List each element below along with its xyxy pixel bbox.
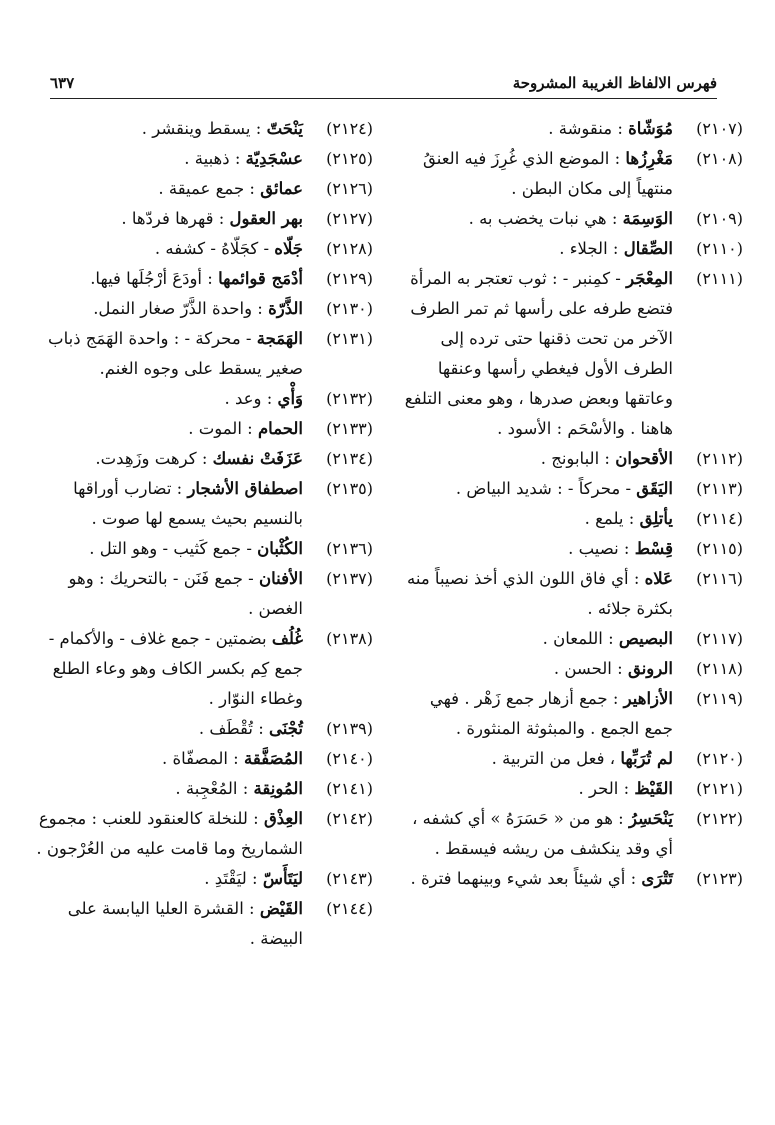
entry-definition: : يلمع . xyxy=(584,509,640,528)
entry-number: (٢١٢٧) xyxy=(326,209,373,228)
glossary-entry xyxy=(398,564,743,624)
entry-number: (٢١٤٤) xyxy=(326,899,373,918)
entry-definition: : البابونج . xyxy=(540,449,616,468)
entry-number: (٢١٣٦) xyxy=(326,539,373,558)
entry-number: (٢١١٧) xyxy=(696,629,743,648)
entry-term: الكُثْبان xyxy=(257,539,303,558)
entry-number: (٢١٢٨) xyxy=(326,239,373,258)
entry-number: (٢١٠٩) xyxy=(696,209,743,228)
entry-definition: : الحر . xyxy=(578,779,635,798)
glossary-entry xyxy=(398,804,743,864)
glossary-entry xyxy=(28,294,373,324)
page-header xyxy=(50,72,717,99)
right-column xyxy=(398,114,743,894)
entry-number: (٢١٢١) xyxy=(696,779,743,798)
entry-term: قِسْط xyxy=(634,539,673,558)
entry-definition: : جمع أزهار جمع زَهْر . فهي جمع الجمع . والمبثوثة المنثورة . xyxy=(429,689,673,738)
entry-number: (٢١٤٢) xyxy=(326,809,373,828)
entry-definition: : قهرها فردّها . xyxy=(121,209,230,228)
entry-term: بهر العقول xyxy=(229,209,303,228)
entry-number: (٢١١١) xyxy=(696,269,743,288)
entry-definition: - محركة - : واحدة الهَمَج ذباب صغير يسقط على وجوه الغنم. xyxy=(48,329,303,378)
glossary-entry xyxy=(398,684,743,744)
entry-number: (٢١٣٤) xyxy=(326,449,373,468)
glossary-entry xyxy=(398,204,743,234)
left-column xyxy=(28,114,373,954)
entry-term: عسْجَدِيّة xyxy=(245,149,303,168)
entry-term: ليَتَأَسّ xyxy=(262,869,303,888)
entry-number: (٢١٣٥) xyxy=(326,479,373,498)
glossary-entry xyxy=(28,804,373,864)
entry-number: (٢١١٥) xyxy=(696,539,743,558)
entry-term: جَلّاه xyxy=(274,239,303,258)
entry-term: يَنْحَتّ xyxy=(266,119,303,138)
glossary-entry xyxy=(28,144,373,174)
entry-definition: : وعد . xyxy=(224,389,278,408)
glossary-entry xyxy=(28,744,373,774)
entry-number: (٢١٣٧) xyxy=(326,569,373,588)
entry-term: الرونق xyxy=(627,659,673,678)
entry-definition: : واحدة الذَّرّ صغار النمل. xyxy=(93,299,269,318)
entry-definition: : نصيب . xyxy=(568,539,635,558)
glossary-entry xyxy=(28,534,373,564)
glossary-entry xyxy=(28,324,373,384)
entry-number: (٢١١٦) xyxy=(696,569,743,588)
glossary-entry xyxy=(28,564,373,624)
entry-definition: : هو من « حَسَرَهُ » أي كشفه ، أي وقد ينكشف من ريشه فيسقط . xyxy=(412,809,673,858)
entry-number: (٢١٣٨) xyxy=(326,629,373,648)
entry-definition: - جمع فَنَن - بالتحريك : وهو الغصن . xyxy=(68,569,303,618)
entry-term: يَنْحَسِرُ xyxy=(628,809,673,828)
entry-number: (٢١١٤) xyxy=(696,509,743,528)
entry-definition: بضمتين - جمع غلاف - والأكمام - جمع كِم بكسر الكاف وهو وعاء الطلع وغطاء النوّار . xyxy=(48,629,303,708)
entry-number: (٢١٢٤) xyxy=(326,119,373,138)
entry-term: يأتلِق xyxy=(639,509,673,528)
glossary-entry xyxy=(28,264,373,294)
entry-term: الوَسِمَة xyxy=(622,209,673,228)
entry-term: عمائق xyxy=(260,179,303,198)
glossary-entry xyxy=(28,444,373,474)
entry-term: عَلاه xyxy=(644,569,673,588)
entry-term: الأفنان xyxy=(258,569,303,588)
entry-number: (٢١٤١) xyxy=(326,779,373,798)
entry-number: (٢١٤٣) xyxy=(326,869,373,888)
entry-definition: : الجلاء . xyxy=(559,239,624,258)
entry-definition: : ليَقْتَدِ . xyxy=(204,869,263,888)
entry-term: البصيص xyxy=(618,629,673,648)
entry-definition: : جمع عميقة . xyxy=(158,179,261,198)
entry-term: أدْمَج قوائمها xyxy=(218,269,303,288)
entry-number: (٢١٢٥) xyxy=(326,149,373,168)
entry-term: الهَمَجة xyxy=(256,329,303,348)
entry-term: المُونِقة xyxy=(253,779,303,798)
glossary-entry xyxy=(28,474,373,534)
entry-number: (٢١٢٢) xyxy=(696,809,743,828)
entry-number: (٢١١٣) xyxy=(696,479,743,498)
glossary-entry xyxy=(398,504,743,534)
glossary-entry xyxy=(28,624,373,714)
glossary-entry xyxy=(398,444,743,474)
glossary-entry xyxy=(28,864,373,894)
entry-term: وَأْي xyxy=(277,389,303,408)
entry-definition: - كجَلّاهُ - كشفه . xyxy=(154,239,275,258)
entry-definition: : منقوشة . xyxy=(548,119,629,138)
entry-number: (٢١١٨) xyxy=(696,659,743,678)
glossary-entry xyxy=(398,534,743,564)
entry-number: (٢١١٢) xyxy=(696,449,743,468)
glossary-entry xyxy=(28,774,373,804)
glossary-entry xyxy=(398,654,743,684)
glossary-entry xyxy=(28,894,373,954)
entry-definition: : الموضع الذي غُرِزَ فيه العنقُ منتهياً إلى مكان البطن . xyxy=(422,149,673,198)
entry-term: مَغْرِزُها xyxy=(625,149,673,168)
glossary-entry xyxy=(398,234,743,264)
entry-number: (٢١٢٦) xyxy=(326,179,373,198)
entry-number: (٢١٤٠) xyxy=(326,749,373,768)
glossary-entry xyxy=(28,414,373,444)
entry-term: الحمام xyxy=(257,419,303,438)
entry-number: (٢١٢٣) xyxy=(696,869,743,888)
entry-definition: : تُقْطَف . xyxy=(198,719,270,738)
glossary-entry xyxy=(398,114,743,144)
entry-definition: : الموت . xyxy=(188,419,258,438)
glossary-entry xyxy=(398,474,743,504)
page-number: ٦٣٧ xyxy=(50,74,75,92)
entry-definition: : هي نبات يخضب به . xyxy=(468,209,623,228)
entry-definition: - محركاً - : شديد البياض . xyxy=(455,479,637,498)
entry-term: المُصَفَّقة xyxy=(244,749,303,768)
entry-term: الأقحوان xyxy=(615,449,673,468)
entry-number: (٢١٣١) xyxy=(326,329,373,348)
entry-term: الذَّرّة xyxy=(268,299,303,318)
entry-definition: : ذهبية . xyxy=(184,149,246,168)
entry-term: اصطفاق الأشجار xyxy=(187,479,303,498)
entry-number: (٢١١٠) xyxy=(696,239,743,258)
entry-definition: - جمع كَثيب - وهو التل . xyxy=(89,539,258,558)
entry-definition: : أي شيئاً بعد شيء وبينهما فترة . xyxy=(410,869,642,888)
glossary-entry xyxy=(28,384,373,414)
entry-definition: : اللمعان . xyxy=(542,629,619,648)
entry-definition: : للنخلة كالعنقود للعنب : مجموع الشماريخ وما قامت عليه من العُرْجون . xyxy=(36,809,303,858)
entry-definition: : القشرة العليا اليابسة على البيضة . xyxy=(67,899,303,948)
header-title: فهرس الالفاظ الغريبة المشروحة xyxy=(512,74,717,92)
entry-term: الصِّقال xyxy=(623,239,673,258)
entry-definition: : كرهت وزَهِدت. xyxy=(95,449,213,468)
entry-term: مُوَشّاة xyxy=(628,119,673,138)
entry-number: (٢١٠٨) xyxy=(696,149,743,168)
entry-term: غُلُف xyxy=(271,629,303,648)
entry-number: (٢١٠٧) xyxy=(696,119,743,138)
glossary-entry xyxy=(28,174,373,204)
entry-term: اليَقَق xyxy=(636,479,673,498)
glossary-entry xyxy=(28,204,373,234)
entry-definition: ، فعل من التربية . xyxy=(491,749,621,768)
glossary-entry xyxy=(398,744,743,774)
glossary-entry xyxy=(398,774,743,804)
entry-definition: : المُعْجِبة . xyxy=(175,779,254,798)
entry-number: (٢١٣٠) xyxy=(326,299,373,318)
entry-definition: : أودَعَ أرْجُلَها فيها. xyxy=(90,269,219,288)
entry-term: القَيْظ xyxy=(634,779,673,798)
entry-number: (٢١٣٣) xyxy=(326,419,373,438)
entry-definition: : المصفّاة . xyxy=(161,749,244,768)
entry-definition: : الحسن . xyxy=(553,659,628,678)
entry-number: (٢١٢٠) xyxy=(696,749,743,768)
entry-definition: : يسقط وينقشر . xyxy=(141,119,267,138)
entry-term: الأزاهير xyxy=(623,689,673,708)
glossary-entry xyxy=(398,264,743,444)
glossary-entry xyxy=(398,624,743,654)
glossary-entry xyxy=(28,714,373,744)
entry-number: (٢١٣٢) xyxy=(326,389,373,408)
entry-number: (٢١١٩) xyxy=(696,689,743,708)
entry-term: لم تُرَبِّها xyxy=(620,749,673,768)
entry-term: تَتْرَى xyxy=(641,869,673,888)
entry-number: (٢١٢٩) xyxy=(326,269,373,288)
entry-term: المِعْجَر xyxy=(626,269,673,288)
glossary-entry xyxy=(398,144,743,204)
glossary-entry xyxy=(398,864,743,894)
entry-term: القَيْض xyxy=(259,899,303,918)
entry-term: العِذْق xyxy=(263,809,303,828)
entry-term: تُجْنَى xyxy=(269,719,303,738)
entry-number: (٢١٣٩) xyxy=(326,719,373,738)
entry-definition: : أي فاق اللون الذي أخذ نصيباً منه بكثرة جلائه . xyxy=(407,569,673,618)
entry-definition: - كمِنبر - : ثوب تعتجر به المرأة فتضع طرفه على رأسها ثم تمر الطرف الآخر من تحت ذقنها حتى ترده إلى الطرف الأول فيغطي رأسها وعنقها وعاتقها وبعض صدرها ، وهو معنى التلفع هاهنا . والأسْحَم : الأسود . xyxy=(404,269,673,438)
entry-term: عَزَفَتْ نفسك xyxy=(212,449,303,468)
glossary-entry xyxy=(28,234,373,264)
glossary-entry xyxy=(28,114,373,144)
entry-definition: : تضارب أوراقها بالنسيم بحيث يسمع لها صوت . xyxy=(73,479,303,528)
